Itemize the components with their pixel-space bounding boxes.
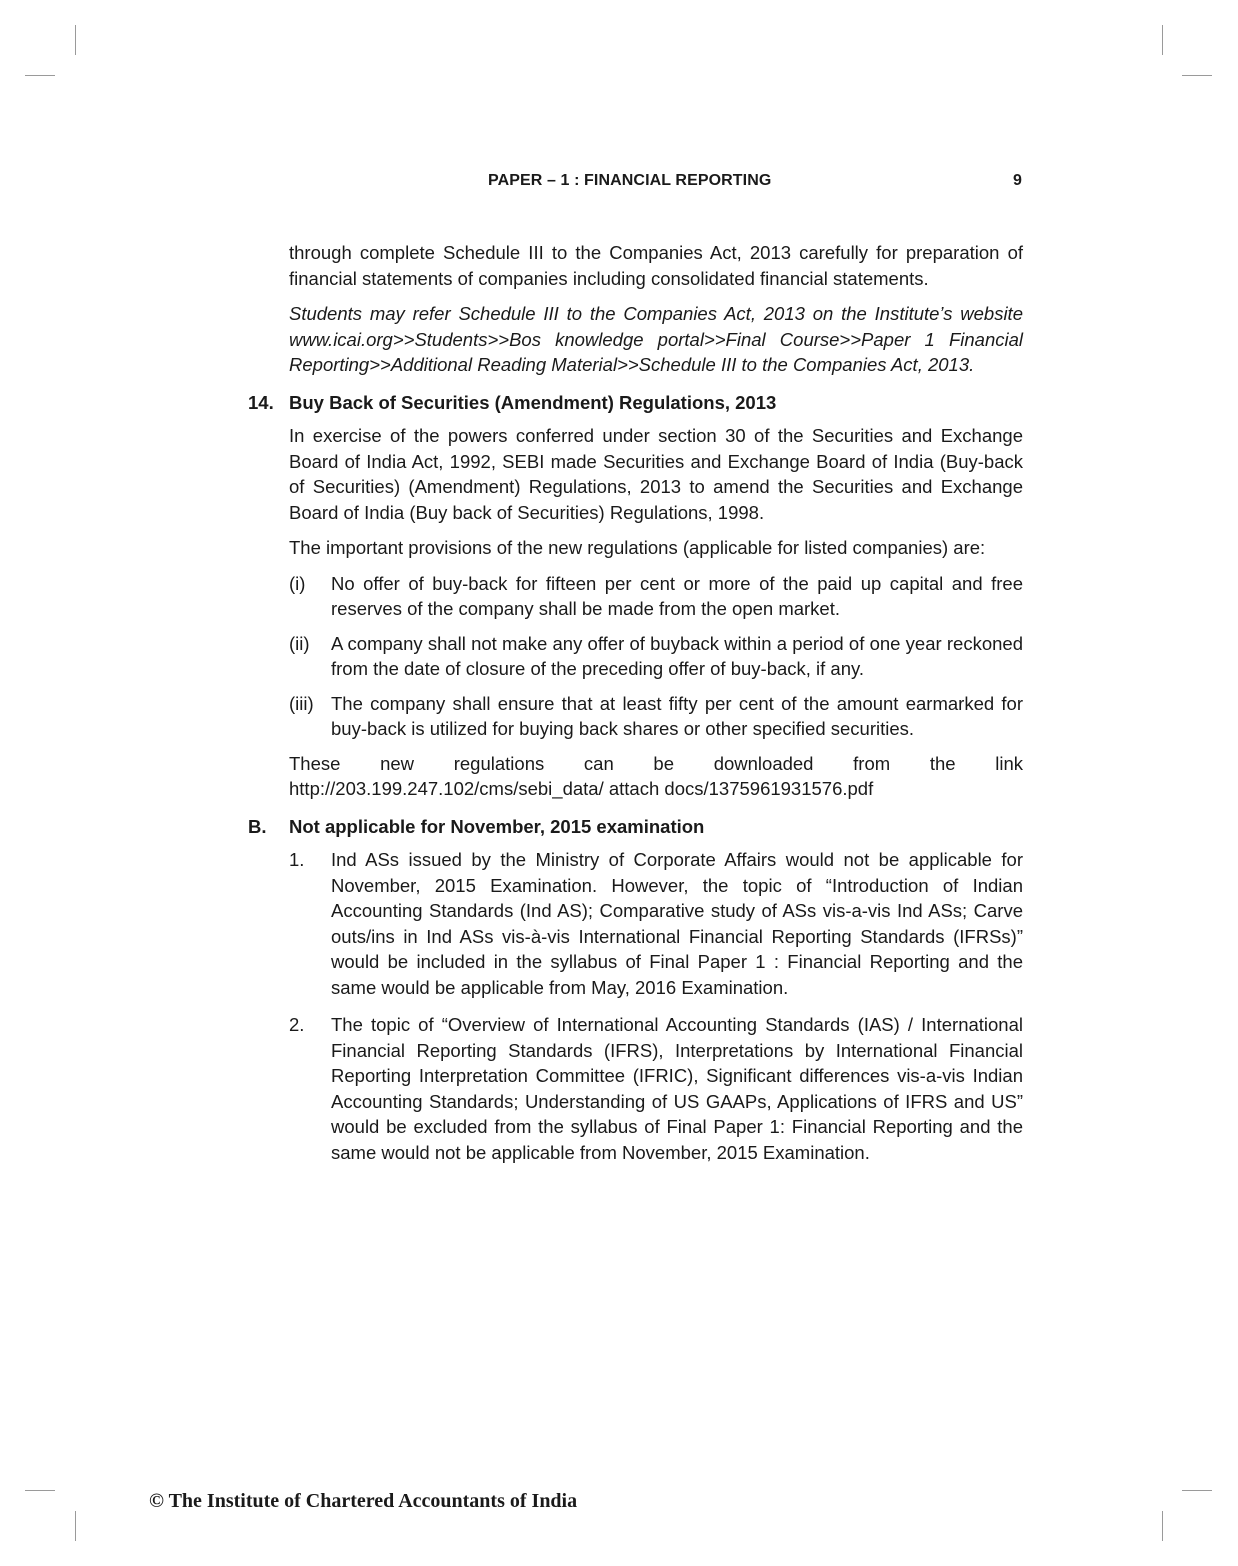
download-line: These new regulations can be downloaded from the link <box>289 752 1023 774</box>
crop-mark-bottom-left-vertical <box>75 1511 76 1541</box>
list-marker: (iii) <box>289 692 314 714</box>
download-link[interactable]: http://203.199.247.102/cms/sebi_data/ attach docs/1375961931576.pdf <box>289 778 874 799</box>
list-text: Ind ASs issued by the Ministry of Corporate Affairs would not be applicable for November, 2015 Examination. However, the topic of “Introduction of Indian Accounting Standards (Ind AS); Comparative study of ASs vis-a-vis Ind ASs; Carve outs/ins in Ind ASs vis-à-vis International Financial Reporting Standards (IFRSs)” would be included in the syllabus of Final Paper 1 : Financial Reporting and the same would be applicable from May, 2016 Examination. <box>331 849 1023 998</box>
crop-mark-bottom-right-horizontal <box>1182 1490 1212 1491</box>
list-text: The company shall ensure that at least fifty per cent of the amount earmarked for buy-back is utilized for buying back shares or other specified securities. <box>331 692 1023 739</box>
running-header: PAPER – 1 : FINANCIAL REPORTING <box>488 172 772 189</box>
provisions-intro: The important provisions of the new regulations (applicable for listed companies) are: <box>289 537 986 558</box>
section-14-heading <box>248 390 1023 416</box>
list-item <box>289 691 1023 742</box>
list-item <box>289 1012 1023 1165</box>
list-text: No offer of buy-back for fifteen per cent or more of the paid up capital and free reserves of the company shall be made from the open market. <box>331 572 1023 619</box>
list-text: The topic of “Overview of International Accounting Standards (IAS) / International Financial Reporting Standards (IFRS), Interpretations by International Financial Reporting Interpretation Committee (IFRIC), Significant differences vis-a-vis Indian Accounting Standards; Understanding of US GAAPs, Applications of IFRS and US” would be excluded from the syllabus of Final Paper 1: Financial Reporting and the same would not be applicable from November, 2015 Examination. <box>331 1014 1023 1163</box>
section-number: B. <box>248 815 267 837</box>
section-b-heading <box>248 814 1023 840</box>
list-item <box>289 571 1023 622</box>
copyright-footer: © The Institute of Chartered Accountants of India <box>149 1490 578 1512</box>
list-item <box>289 631 1023 682</box>
crop-mark-top-right-horizontal <box>1182 75 1212 76</box>
intro-paragraph: through complete Schedule III to the Companies Act, 2013 carefully for preparation of financial statements of companies including consolidated financial statements. <box>289 242 1023 289</box>
section-number: 14. <box>248 391 274 413</box>
crop-mark-bottom-left-horizontal <box>25 1490 55 1491</box>
list-marker: 1. <box>289 849 305 870</box>
section-title: Buy Back of Securities (Amendment) Regulations, 2013 <box>289 391 777 413</box>
page-number: 9 <box>1013 172 1022 189</box>
crop-mark-top-left-vertical <box>75 25 76 55</box>
list-marker: (ii) <box>289 632 310 654</box>
section-14-paragraph: In exercise of the powers conferred under section 30 of the Securities and Exchange Board of India Act, 1992, SEBI made Securities and Exchange Board of India (Buy-back of Securities) (Amendment) Regulations, 2013 to amend the Securities and Exchange Board of India (Buy back of Securities) Regulations, 1998. <box>289 425 1023 523</box>
crop-mark-top-right-vertical <box>1162 25 1163 55</box>
section-title: Not applicable for November, 2015 examination <box>289 815 705 837</box>
list-text: A company shall not make any offer of buyback within a period of one year reckoned from the date of closure of the preceding offer of buy-back, if any. <box>331 632 1023 679</box>
crop-mark-bottom-right-vertical <box>1162 1511 1163 1541</box>
reference-note: Students may refer Schedule III to the Companies Act, 2013 on the Institute’s website www.icai.org>>Students>>Bos knowledge portal>>Final Course>>Paper 1 Financial Reporting>>Additional Reading Material>>Schedule III to the Companies Act, 2013. <box>289 303 1023 375</box>
list-marker: 2. <box>289 1014 305 1035</box>
list-item <box>289 847 1023 1000</box>
list-marker: (i) <box>289 572 306 594</box>
crop-mark-top-left-horizontal <box>25 75 55 76</box>
page-body <box>248 240 1023 1174</box>
